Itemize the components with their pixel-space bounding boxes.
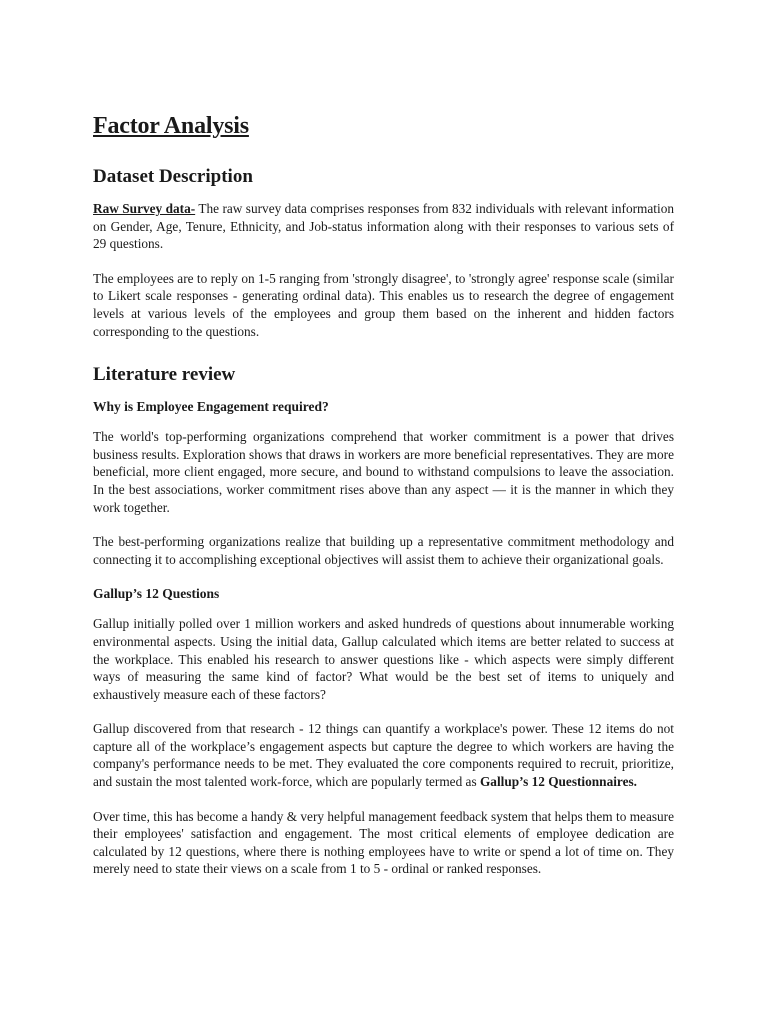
document-page [93, 110, 674, 895]
document-title: Factor Analysis [93, 113, 249, 139]
dataset-paragraph-1 [93, 200, 674, 253]
subheading-why-engagement: Why is Employee Engagement required? [93, 399, 329, 415]
literature-paragraph-1: The world's top-performing organizations comprehend that worker commitment is a power that drives business results. Exploration shows that draws in workers are more beneficial representatives. They are more beneficial, more client engaged, more secure, and bound to withstand compulsions to leave the association. In the best associations, worker commitment rises above than any aspect — it is the manner in which they work together. [93, 429, 674, 515]
section-heading-dataset: Dataset Description [93, 166, 253, 187]
raw-survey-label: Raw Survey data- [93, 201, 196, 216]
literature-paragraph-4 [93, 720, 674, 790]
dataset-paragraph-2: The employees are to reply on 1-5 ranging from 'strongly disagree', to 'strongly agree' response scale (similar to Likert scale responses - generating ordinal data). This enables us to research the degree of engagement levels at various levels of the employees and group them based on the inherent and hidden factors corresponding to the questions. [93, 270, 674, 339]
literature-paragraph-4-text: Gallup discovered from that research - 12 things can quantify a workplace's power. These 12 items do not capture all of the workplace’s engagement aspects but capture the degree to which workers are having the company's performance needs to be met. They evaluated the core components required to recruit, prioritize, and sustain the most talented work-force, which are popularly termed as [93, 721, 674, 790]
subheading-gallup-12: Gallup’s 12 Questions [93, 586, 220, 602]
section-heading-literature: Literature review [93, 364, 236, 386]
gallup-questionnaires-bold: Gallup’s 12 Questionnaires. [479, 774, 637, 790]
literature-paragraph-5: Over time, this has become a handy & very helpful management feedback system that helps them to measure their employees' satisfaction and engagement. The most critical elements of employee dedication are calculated by 12 questions, where there is nothing employees have to write or spend a lot of time on. They merely need to state their views on a scale from 1 to 5 - ordinal or ranked responses. [93, 808, 674, 877]
literature-paragraph-2: The best-performing organizations realize that building up a representative commitment methodology and connecting it to accomplishing exceptional objectives will assist them to achieve their organizational goals. [93, 534, 674, 567]
literature-paragraph-3: Gallup initially polled over 1 million workers and asked hundreds of questions about innumerable working environmental aspects. Using the initial data, Gallup calculated which items are better related to success at the workplace. This enabled his research to answer questions like - which aspects were simply different ways of measuring the same kind of factor? What would be the best set of items to uniquely and exhaustively measure each of these factors? [93, 616, 674, 702]
dataset-paragraph-1-text: The raw survey data comprises responses from 832 individuals with relevant information on Gender, Age, Tenure, Ethnicity, and Job-status information along with their responses to various sets of 29 questions. [93, 201, 674, 252]
